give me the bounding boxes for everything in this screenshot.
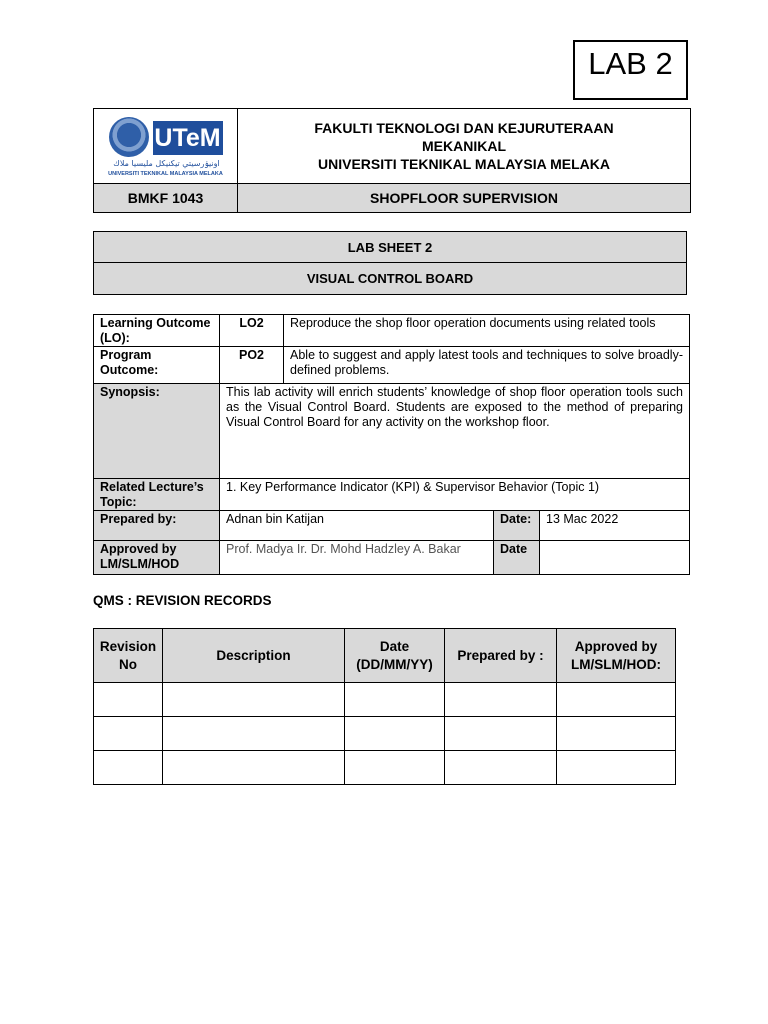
lab-number-box: LAB 2 <box>573 40 688 100</box>
lo-code: LO2 <box>220 315 284 347</box>
revision-row <box>94 717 676 751</box>
col-revision-no: Revision No <box>94 629 163 683</box>
lab-sheet-box <box>93 231 687 295</box>
logo-caption: UNIVERSITI TEKNIKAL MALAYSIA MELAKA <box>108 171 223 177</box>
logo-jawi-text: اونيۏرسيتي تيكنيكل مليسيا ملاك <box>113 159 220 168</box>
revision-row <box>94 751 676 785</box>
prepared-label: Prepared by: <box>94 511 220 541</box>
synopsis-label: Synopsis: <box>94 384 220 479</box>
prepared-value: Adnan bin Katijan <box>220 511 494 541</box>
course-code: BMKF 1043 <box>94 184 238 213</box>
faculty-line-3: UNIVERSITI TEKNIKAL MALAYSIA MELAKA <box>318 156 610 172</box>
lab-sheet-title: VISUAL CONTROL BOARD <box>94 263 687 295</box>
date-label: Date: <box>494 511 540 541</box>
col-prepared-by: Prepared by : <box>445 629 557 683</box>
col-description: Description <box>163 629 345 683</box>
lo-label: Learning Outcome (LO): <box>94 315 220 347</box>
logo-wordmark: UTeM <box>153 121 223 155</box>
po-label: Program Outcome: <box>94 347 220 384</box>
lo-text: Reproduce the shop floor operation documents using related tools <box>284 315 690 347</box>
date2-label: Date <box>494 541 540 575</box>
revision-records-table <box>93 628 676 785</box>
approved-value: Prof. Madya Ir. Dr. Mohd Hadzley A. Bakar <box>220 541 494 575</box>
date-value: 13 Mac 2022 <box>540 511 690 541</box>
faculty-line-1: FAKULTI TEKNOLOGI DAN KEJURUTERAAN <box>314 120 614 136</box>
po-text: Able to suggest and apply latest tools and techniques to solve broadly-defined problems. <box>284 347 690 384</box>
col-date: Date (DD/MM/YY) <box>345 629 445 683</box>
approved-label: Approved by LM/SLM/HOD <box>94 541 220 575</box>
faculty-line-2: MEKANIKAL <box>422 138 506 154</box>
topic-text: 1. Key Performance Indicator (KPI) & Supervisor Behavior (Topic 1) <box>220 479 690 511</box>
course-header-table <box>93 108 691 213</box>
utem-logo <box>107 115 225 181</box>
date2-value <box>540 541 690 575</box>
synopsis-text: This lab activity will enrich students’ knowledge of shop floor operation tools such as the Visual Control Board. Students are exposed to the method of preparing Visual Control Board for any activity on the workshop floor. <box>220 384 690 479</box>
qms-title: QMS : REVISION RECORDS <box>93 593 272 608</box>
faculty-title <box>238 109 691 184</box>
course-name: SHOPFLOOR SUPERVISION <box>238 184 691 213</box>
logo-cell <box>94 109 238 184</box>
lab-info-table <box>93 314 690 575</box>
university-seal-icon <box>109 117 149 157</box>
topic-label: Related Lecture’s Topic: <box>94 479 220 511</box>
revision-row <box>94 683 676 717</box>
col-approved-by: Approved by LM/SLM/HOD: <box>557 629 676 683</box>
po-code: PO2 <box>220 347 284 384</box>
lab-sheet-number: LAB SHEET 2 <box>94 232 687 263</box>
